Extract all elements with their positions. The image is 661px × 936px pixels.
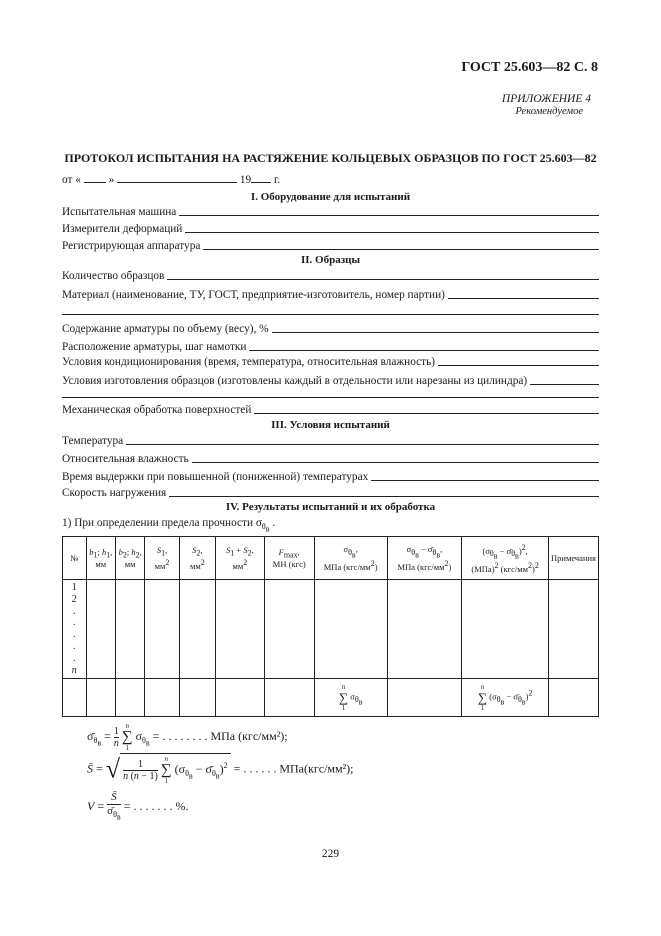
table-cell	[264, 679, 314, 717]
table-cell	[548, 580, 598, 679]
appendix-status: Рекомендуемое	[515, 106, 583, 117]
field-test-machine: Испытательная машина	[62, 203, 599, 218]
header-s1: $S_1$, $мм^2$	[145, 537, 179, 580]
blank-line	[62, 397, 599, 398]
date-line	[62, 174, 280, 186]
formula-variation: V = S̄ $\sigmā_{\theta_в}$ = . . . . . . . %.	[87, 791, 189, 822]
sum-sigma: n ∑ 1 $\sigma_{\theta_в}$	[314, 679, 387, 717]
field-reinforcement-layout: Расположение арматуры, шаг намотки	[62, 338, 599, 353]
month-blank	[117, 182, 237, 183]
table-cell	[86, 580, 115, 679]
sum-sigma-diff-sq: n ∑ 1 ($\sigma_{\theta_в}$ − $\sigmā_{\theta_в})^2$	[462, 679, 549, 717]
field-loading-rate: Скорость нагружения	[62, 484, 599, 499]
header-notes: Примечания	[548, 537, 598, 580]
field-temperature: Температура	[62, 432, 599, 447]
protocol-title: ПРОТОКОЛ ИСПЫТАНИЯ НА РАСТЯЖЕНИЕ КОЛЬЦЕВЫХ ОБРАЗЦОВ ПО ГОСТ 25.603—82	[64, 151, 597, 165]
day-blank	[84, 182, 106, 183]
header-b2-h2: $b_2$; $h_2$, мм	[115, 537, 144, 580]
header-number: №	[63, 537, 87, 580]
field-strain-gauges: Измерители деформаций	[62, 220, 599, 235]
table-cell	[115, 679, 144, 717]
results-table	[62, 536, 599, 717]
header-fmax: $F_{max}$, МН (кгс)	[264, 537, 314, 580]
table-header-row	[63, 537, 599, 580]
table-cell	[86, 679, 115, 717]
table-cell	[314, 580, 387, 679]
date-suffix: г.	[274, 174, 281, 186]
field-manufacturing-conditions: Условия изготовления образцов (изготовлены каждый в отдельности или нарезаны из цилиндра)	[62, 372, 599, 387]
date-mid: »	[108, 174, 115, 186]
table-cell	[216, 679, 265, 717]
field-reinforcement-content: Содержание арматуры по объему (весу), %	[62, 320, 599, 335]
table-sum-row	[63, 679, 599, 717]
table-cell	[387, 580, 462, 679]
table-cell	[115, 580, 144, 679]
header-s-sum: $S_1 + S_2$, $мм^2$	[216, 537, 265, 580]
table-cell	[216, 580, 265, 679]
table-cell	[387, 679, 462, 717]
field-specimen-count: Количество образцов	[62, 267, 599, 282]
blank-line	[62, 314, 599, 315]
item-strength: 1) При определении предела прочности $\sigma_{\theta_в}$ .	[62, 517, 276, 534]
table-cell	[63, 679, 87, 717]
table-cell	[264, 580, 314, 679]
table-cell	[179, 679, 215, 717]
section-specimens-title: II. Образцы	[300, 254, 361, 266]
field-recording-equipment: Регистрирующая аппаратура	[62, 237, 599, 252]
field-humidity: Относительная влажность	[62, 450, 599, 465]
field-holding-time: Время выдержки при повышенной (пониженной) температурах	[62, 468, 599, 483]
row-numbers: 1 2 . . . . . n	[63, 580, 87, 679]
date-prefix: от «	[62, 174, 81, 186]
table-cell	[179, 580, 215, 679]
table-cell	[145, 679, 179, 717]
formula-mean: $\sigmā_{\theta_в}$ = $\frac{1}{n}$ n ∑ 1 $\sigma_{\theta_в}$ = . . . . . . . . МПа (кгс/мм²);	[87, 722, 288, 752]
appendix-label: ПРИЛОЖЕНИЕ 4	[501, 93, 591, 105]
header-sigma-diff-sq: ($\sigma_{\theta_в}$ − $\sigmā_{\theta_в})^2$, (МПа)$^2$ $(кгс/мм^2)^2$	[462, 537, 549, 580]
table-cell	[145, 580, 179, 679]
section-conditions-title: III. Условия испытаний	[271, 419, 390, 431]
table-cell	[548, 679, 598, 717]
header-b1-h1: $b_1$; $h_1$, мм	[86, 537, 115, 580]
header-s2: $S_2$, $мм^2$	[179, 537, 215, 580]
section-equipment-title: I. Оборудование для испытаний	[250, 191, 411, 203]
document-header: ГОСТ 25.603—82 С. 8	[461, 60, 598, 75]
date-year: 19	[239, 174, 252, 186]
table-cell	[462, 580, 549, 679]
year-blank	[251, 182, 271, 183]
field-conditioning: Условия кондиционирования (время, температура, относительная влажность)	[62, 353, 599, 368]
section-results-title: IV. Результаты испытаний и их обработка	[225, 501, 436, 513]
page-number: 229	[321, 848, 340, 860]
header-sigma-diff: $\sigma_{\theta_в}$ − $\sigmā_{\theta_в}$, МПа $(кгс/мм^2)$	[387, 537, 462, 580]
field-material: Материал (наименование, ТУ, ГОСТ, предприятие-изготовитель, номер партии)	[62, 286, 599, 301]
table-data-row	[63, 580, 599, 679]
header-sigma: $\sigma_{\theta_в}$, МПа $(кгс/мм^2)$	[314, 537, 387, 580]
formula-std-dev: S̄ = √ 1 n (n − 1) n ∑ 1 ($\sigma_{\theta_в}$ − $\sigmā_{\theta_в})^2$ = . . . . . . МПа(кгс/мм²);	[87, 754, 354, 785]
field-surface-treatment: Механическая обработка поверхностей	[62, 401, 599, 416]
